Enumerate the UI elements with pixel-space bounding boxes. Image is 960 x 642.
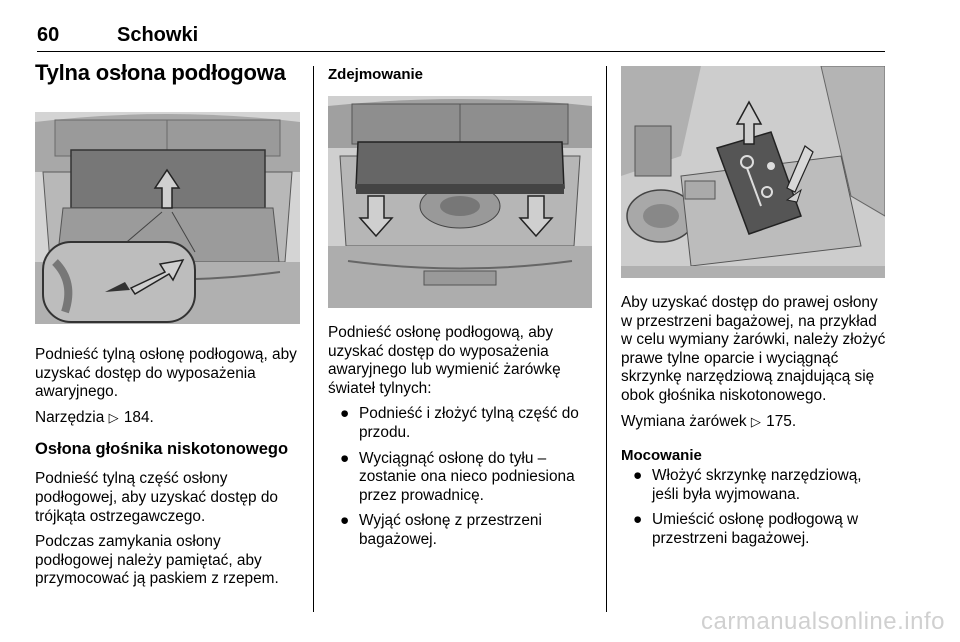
paragraph: Podnieść tylną część osłony podłogowej, aby uzyskać dostęp do trójkąta ostrzegawczego.: [35, 470, 278, 525]
bulb-page-link[interactable]: 175.: [766, 412, 797, 430]
section-title: Schowki: [117, 24, 199, 46]
column-divider: [606, 66, 607, 612]
arrow-reference-icon: ▷: [108, 409, 119, 425]
illustration-cover-removal: [328, 96, 592, 308]
page-title: Tylna osłona podłogowa: [35, 60, 286, 85]
list-item: ● Wyciągnąć osłonę do tyłu – zostanie ona nieco podniesiona przez prowadnicę.: [340, 449, 575, 504]
paragraph: Podnieść tylną osłonę podłogową, aby uzyskać dostęp do wyposażenia awaryjnego.: [35, 346, 297, 401]
paragraph-tools-reference: [35, 409, 300, 428]
tools-label: Narzędzia: [35, 408, 105, 426]
bullet-icon: ●: [340, 449, 350, 467]
bullet-icon: ●: [340, 405, 350, 423]
bullet-icon: ●: [340, 512, 350, 530]
tools-page-link[interactable]: 184.: [123, 408, 154, 426]
bullet-icon: ●: [633, 467, 643, 485]
list-item: ● Wyjąć osłonę z przestrzeni bagażowej.: [340, 512, 542, 548]
list-item: ● Podnieść i złożyć tylną część do przodu.: [340, 405, 579, 441]
list-item: ● Włożyć skrzynkę narzędziową, jeśli była wyjmowana.: [633, 467, 862, 503]
column-middle: [328, 60, 592, 550]
column-right: [621, 60, 887, 549]
column-left: [35, 60, 300, 589]
subsection-title: Osłona głośnika niskotonowego: [35, 440, 289, 459]
paragraph: Podnieść osłonę podłogową, aby uzyskać dostęp do wyposażenia awaryjnego lub wymienić żarówkę świateł tylnych:: [328, 324, 561, 397]
section-heading: Mocowanie: [621, 447, 702, 465]
bullet-list: [328, 405, 592, 549]
page-header: [37, 22, 885, 52]
arrow-reference-icon: ▷: [750, 413, 761, 429]
paragraph: Aby uzyskać dostęp do prawej osłony w przestrzeni bagażowej, na przykład w celu wymiany żarówki, należy złożyć prawe tylne oparcie i wyciągnąć skrzynkę narzędziową znajdującą się obok głośnika niskotonowego.: [621, 294, 886, 404]
section-heading: Zdejmowanie: [328, 66, 424, 83]
paragraph-bulb-reference: [621, 413, 887, 432]
column-divider: [313, 66, 314, 612]
bullet-icon: ●: [633, 511, 643, 529]
illustration-floor-cover: [35, 112, 300, 324]
watermark: carmanualsonline.info: [701, 608, 945, 635]
illustration-toolbox: [621, 66, 885, 278]
page-number: 60: [37, 24, 60, 46]
list-item: ● Umieścić osłonę podłogową w przestrzeni bagażowej.: [633, 511, 859, 547]
bulb-label: Wymiana żarówek: [621, 412, 747, 430]
bullet-list: [621, 467, 887, 548]
paragraph: Podczas zamykania osłony podłogowej należy pamiętać, aby przymocować ją paskiem z rzepem.: [35, 533, 279, 588]
